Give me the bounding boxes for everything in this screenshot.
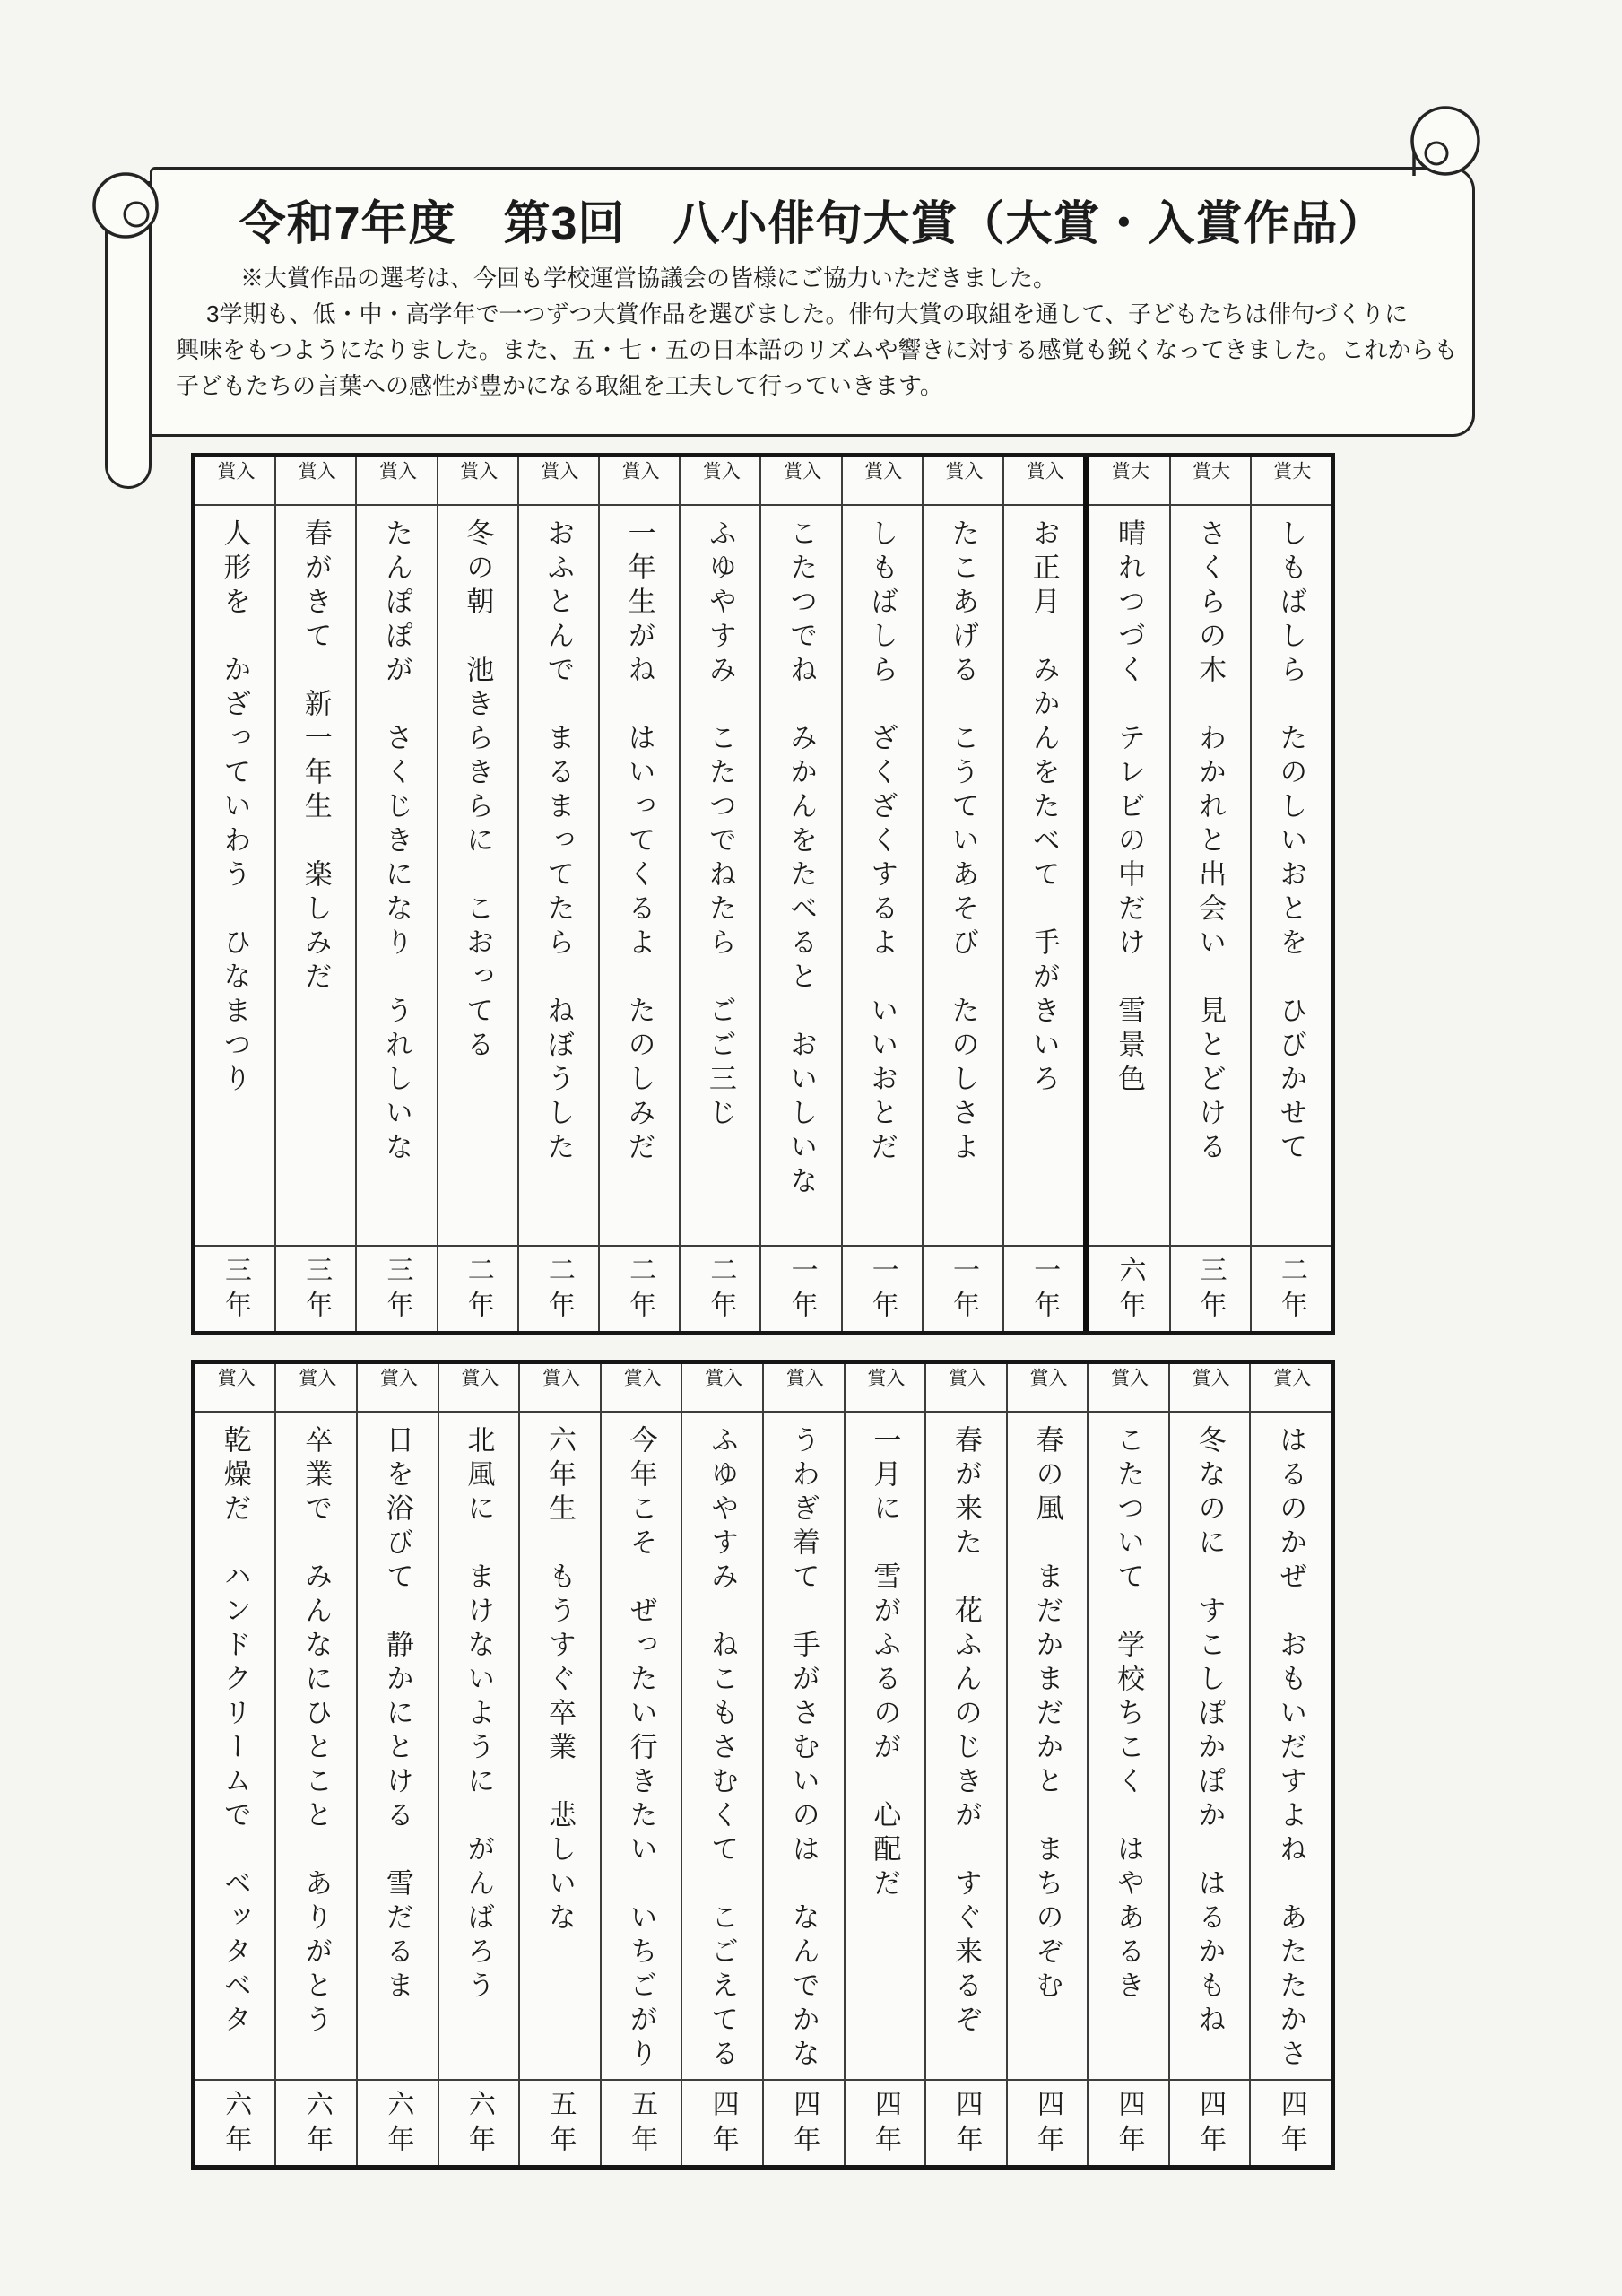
haiku-text-cell [195, 506, 274, 1245]
haiku-text-cell [761, 506, 840, 1245]
award-label: 入賞 [1190, 1368, 1230, 1395]
haiku-column [1250, 457, 1331, 1331]
haiku-column [1002, 457, 1083, 1331]
award-label-cell [600, 457, 679, 506]
haiku-column [1087, 1364, 1168, 2165]
grade-label-cell [1008, 2079, 1088, 2165]
haiku-text: 春がきて 新一年生 楽しみだ [299, 518, 332, 996]
grade-label: 三年 [301, 1256, 332, 1326]
award-label: 入賞 [864, 1368, 905, 1395]
haiku-column [1168, 1364, 1250, 2165]
haiku-text: こたついて 学校ちこく はやあるき [1113, 1425, 1145, 2005]
haiku-column [1083, 457, 1168, 1331]
grade-label-cell [602, 2079, 681, 2165]
award-label: 大賞 [1271, 461, 1311, 488]
haiku-text-cell [1252, 506, 1331, 1245]
haiku-text-cell [357, 506, 436, 1245]
award-label-cell [602, 1364, 681, 1413]
haiku-column [355, 457, 436, 1331]
grade-label: 六年 [221, 2090, 251, 2160]
award-label: 入賞 [620, 461, 660, 488]
haiku-text: 乾燥だ ハンドクリームで ベッタベタ [219, 1425, 251, 2039]
award-label-cell [843, 457, 922, 506]
haiku-column [681, 1364, 762, 2165]
haiku-column [438, 1364, 519, 2165]
haiku-text-cell [602, 1413, 681, 2079]
grade-label-cell [843, 1245, 922, 1331]
grade-label-cell [681, 1245, 759, 1331]
award-label: 入賞 [1024, 461, 1064, 488]
grade-label-cell [195, 2079, 275, 2165]
grade-label: 二年 [706, 1256, 736, 1326]
haiku-text: 春の風 まだかまだかと まちのぞむ [1031, 1425, 1063, 2005]
intro-line: ※大賞作品の選考は、今回も学校運営協議会の皆様にご協力いただきました。 [240, 265, 1057, 291]
haiku-text-cell [519, 506, 598, 1245]
grade-label: 四年 [789, 2090, 820, 2160]
award-label-cell [1089, 1364, 1168, 1413]
haiku-column [841, 457, 922, 1331]
awards-table-bottom [191, 1360, 1335, 2170]
haiku-text-cell [1170, 1413, 1250, 2079]
award-label: 入賞 [784, 1368, 824, 1395]
award-label: 入賞 [621, 1368, 662, 1395]
award-label-cell [681, 457, 759, 506]
grade-label: 一年 [786, 1256, 817, 1326]
award-label: 入賞 [215, 461, 256, 488]
grade-label-cell [520, 2079, 600, 2165]
haiku-text: たこあげる こうていあそび たのしさよ [947, 518, 979, 1166]
haiku-text: こたつでね みかんをたべると おいしいな [785, 518, 818, 1200]
award-label: 入賞 [1108, 1368, 1149, 1395]
award-label-cell [764, 1364, 844, 1413]
haiku-column [598, 457, 679, 1331]
haiku-column [518, 1364, 600, 2165]
award-label: 入賞 [540, 1368, 580, 1395]
haiku-text: 六年生 もうすぐ卒業 悲しいな [544, 1425, 576, 1936]
grade-label-cell [195, 1245, 274, 1331]
grade-label: 一年 [867, 1256, 898, 1326]
haiku-text-cell [1089, 1413, 1168, 2079]
grade-label: 六年 [1115, 1256, 1145, 1326]
award-label-cell [1089, 457, 1168, 506]
grade-label: 四年 [1114, 2090, 1144, 2160]
award-label-cell [1171, 457, 1250, 506]
haiku-text: しもばしら たのしいおとを ひびかせて [1275, 518, 1307, 1166]
grade-label-cell [357, 1245, 436, 1331]
grade-label: 二年 [625, 1256, 655, 1326]
grade-label-cell [682, 2079, 762, 2165]
grade-label-cell [600, 1245, 679, 1331]
grade-label: 六年 [301, 2090, 332, 2160]
award-label-cell [195, 1364, 275, 1413]
haiku-column [1006, 1364, 1088, 2165]
haiku-text: さくらの木 わかれと出会い 見とどける [1194, 518, 1227, 1166]
grade-label-cell [438, 1245, 517, 1331]
haiku-text: 冬なのに すこしぽかぽか はるかもね [1193, 1425, 1226, 2039]
haiku-text: 今年こそ ぜったい行きたい いちごがり [625, 1425, 657, 2073]
award-label-cell [276, 457, 355, 506]
grade-label-cell [276, 1245, 355, 1331]
grade-label-cell [439, 2079, 519, 2165]
haiku-column [195, 457, 274, 1331]
grade-label-cell [1252, 1245, 1331, 1331]
haiku-text: 人形を かざっていわう ひなまつり [219, 518, 251, 1098]
award-label: 入賞 [943, 461, 984, 488]
award-label: 入賞 [1271, 1368, 1311, 1395]
award-label-cell [761, 457, 840, 506]
intro-paragraph [152, 260, 1472, 404]
grade-label: 三年 [221, 1256, 251, 1326]
award-label-cell [926, 1364, 1006, 1413]
intro-line: 興味をもつようになりました。また、五・七・五の日本語のリズムや響きに対する感覚も鋭くなってきました。これからも [176, 336, 1458, 363]
haiku-text: はるのかぜ おもいだすよね あたたかさ [1275, 1425, 1307, 2073]
haiku-column [844, 1364, 925, 2165]
award-label: 大賞 [1109, 461, 1149, 488]
grade-label-cell [1004, 1245, 1083, 1331]
grade-label: 四年 [1032, 2090, 1063, 2160]
grade-label-cell [926, 2079, 1006, 2165]
haiku-text-cell [1008, 1413, 1088, 2079]
page-title: 令和7年度 第3回 八小俳句大賞（大賞・入賞作品） [239, 198, 1386, 250]
award-label-cell [1252, 457, 1331, 506]
award-label: 入賞 [215, 1368, 256, 1395]
award-label-cell [1008, 1364, 1088, 1413]
grade-label-cell [1089, 2079, 1168, 2165]
haiku-column [1169, 457, 1250, 1331]
award-label-cell [519, 457, 598, 506]
haiku-text-cell [358, 1413, 438, 2079]
haiku-text: たんぽぽが さくじきになり うれしいな [380, 518, 412, 1166]
grade-label: 二年 [463, 1256, 493, 1326]
grade-label-cell [1251, 2079, 1331, 2165]
grade-label: 三年 [382, 1256, 412, 1326]
grade-label-cell [1171, 1245, 1250, 1331]
haiku-text-cell [195, 1413, 275, 2079]
scroll-curl-right-icon [1412, 108, 1479, 174]
haiku-text-cell [438, 506, 517, 1245]
haiku-text: おふとんで まるまってたら ねぼうした [542, 518, 575, 1166]
haiku-column [759, 457, 840, 1331]
haiku-text: 一年生がね はいってくるよ たのしみだ [623, 518, 655, 1166]
award-label-cell [439, 1364, 519, 1413]
grade-label-cell [764, 2079, 844, 2165]
haiku-text: 北風に まけないように がんばろう [463, 1425, 495, 2005]
haiku-text: 晴れつづく テレビの中だけ 雪景色 [1113, 518, 1145, 1098]
haiku-text: 冬の朝 池きらきらに こおってる [462, 518, 494, 1064]
haiku-text: 一月に 雪がふるのが 心配だ [869, 1425, 901, 1902]
award-label: 入賞 [457, 461, 498, 488]
grade-label: 四年 [1195, 2090, 1226, 2160]
intro-line: 3学期も、低・中・高学年で一つずつ大賞作品を選びました。俳句大賞の取組を通して、子どもたちは俳句づくりに [206, 300, 1408, 327]
grade-label: 四年 [870, 2090, 900, 2160]
grade-label: 六年 [464, 2090, 494, 2160]
haiku-text-cell [439, 1413, 519, 2079]
award-label: 入賞 [377, 1368, 418, 1395]
award-label: 入賞 [1027, 1368, 1067, 1395]
haiku-text-cell [682, 1413, 762, 2079]
haiku-column [679, 457, 759, 1331]
haiku-text: 卒業で みんなにひとこと ありがとう [300, 1425, 333, 2039]
grade-label: 三年 [1195, 1256, 1226, 1326]
haiku-column [437, 457, 517, 1331]
haiku-text-cell [1171, 506, 1250, 1245]
haiku-column [274, 1364, 356, 2165]
haiku-text-cell [1251, 1413, 1331, 2079]
intro-line: 子どもたちの言葉への感性が豊かになる取組を工夫して行っていきます。 [176, 372, 943, 399]
haiku-text-cell [276, 1413, 356, 2079]
award-label: 入賞 [946, 1368, 986, 1395]
haiku-text-cell [846, 1413, 925, 2079]
grade-label: 二年 [543, 1256, 574, 1326]
scroll-banner [150, 167, 1475, 437]
haiku-column [195, 1364, 275, 2165]
haiku-text: うわぎ着て 手がさむいのは なんでかな [787, 1425, 820, 2073]
haiku-column [1249, 1364, 1331, 2165]
award-label-cell [1004, 457, 1083, 506]
awards-table-top [191, 453, 1335, 1335]
grade-label: 四年 [1276, 2090, 1306, 2160]
grade-label-cell [924, 1245, 1002, 1331]
award-label: 入賞 [458, 1368, 499, 1395]
grade-label-cell [846, 2079, 925, 2165]
award-label: 大賞 [1190, 461, 1230, 488]
haiku-column [356, 1364, 438, 2165]
haiku-column [517, 457, 598, 1331]
award-label: 入賞 [296, 461, 336, 488]
award-label-cell [357, 457, 436, 506]
grade-label-cell [358, 2079, 438, 2165]
haiku-column [274, 457, 355, 1331]
grade-label-cell [519, 1245, 598, 1331]
haiku-text-cell [924, 506, 1002, 1245]
grade-label: 四年 [707, 2090, 738, 2160]
haiku-text-cell [764, 1413, 844, 2079]
haiku-text: 春が来た 花ふんのじきが すぐ来るぞ [950, 1425, 982, 2039]
grade-label: 四年 [951, 2090, 982, 2160]
haiku-text-cell [276, 506, 355, 1245]
grade-label: 一年 [1029, 1256, 1060, 1326]
grade-label-cell [1170, 2079, 1250, 2165]
grade-label-cell [1089, 1245, 1168, 1331]
award-label-cell [1251, 1364, 1331, 1413]
haiku-text-cell [681, 506, 759, 1245]
haiku-text: ふゆやすみ ねこもさむくて こごえてる [707, 1425, 739, 2073]
haiku-text-cell [926, 1413, 1006, 2079]
haiku-text-cell [843, 506, 922, 1245]
award-label: 入賞 [862, 461, 902, 488]
haiku-text-cell [600, 506, 679, 1245]
award-label-cell [358, 1364, 438, 1413]
haiku-text: 日を浴びて 静かにとける 雪だるま [381, 1425, 413, 2005]
grade-label: 五年 [627, 2090, 657, 2160]
haiku-column [924, 1364, 1006, 2165]
award-label: 入賞 [377, 461, 417, 488]
award-label: 入賞 [781, 461, 821, 488]
haiku-text-cell [1089, 506, 1168, 1245]
haiku-text: ふゆやすみ こたつでねたら ごご三じ [704, 518, 736, 1132]
award-label-cell [520, 1364, 600, 1413]
award-label-cell [195, 457, 274, 506]
grade-label-cell [761, 1245, 840, 1331]
haiku-text: しもばしら ざくざくするよ いいおとだ [866, 518, 898, 1166]
award-label: 入賞 [296, 1368, 336, 1395]
haiku-text-cell [520, 1413, 600, 2079]
haiku-text: お正月 みかんをたべて 手がきいろ [1028, 518, 1060, 1098]
haiku-column [600, 1364, 681, 2165]
haiku-column [922, 457, 1002, 1331]
award-label-cell [846, 1364, 925, 1413]
award-label: 入賞 [538, 461, 578, 488]
grade-label: 六年 [383, 2090, 413, 2160]
grade-label: 二年 [1276, 1256, 1306, 1326]
haiku-text-cell [1004, 506, 1083, 1245]
award-label-cell [924, 457, 1002, 506]
award-label-cell [438, 457, 517, 506]
award-label: 入賞 [702, 1368, 742, 1395]
award-label-cell [682, 1364, 762, 1413]
haiku-column [762, 1364, 844, 2165]
award-label-cell [1170, 1364, 1250, 1413]
grade-label: 五年 [545, 2090, 576, 2160]
grade-label: 一年 [949, 1256, 979, 1326]
scroll-banner-left-tail [105, 181, 152, 489]
award-label: 入賞 [700, 461, 741, 488]
grade-label-cell [276, 2079, 356, 2165]
award-label-cell [276, 1364, 356, 1413]
